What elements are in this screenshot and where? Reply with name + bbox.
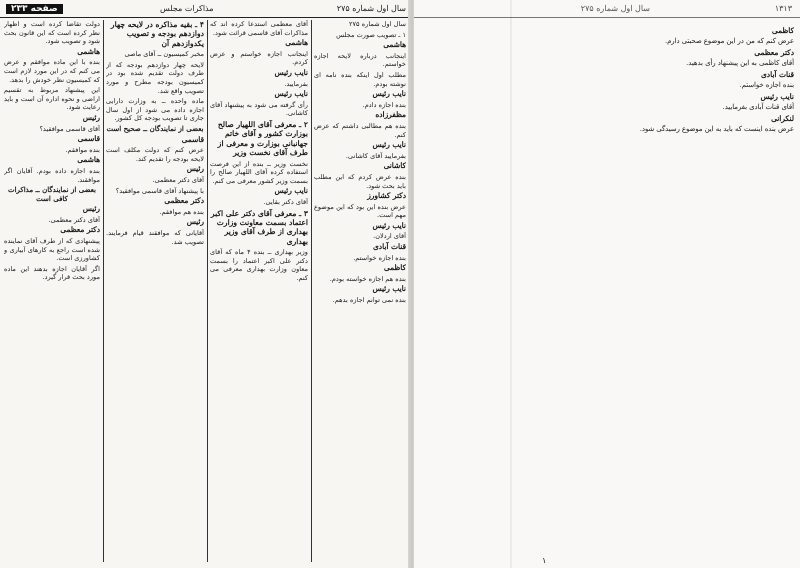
paragraph: آقای کاظمی به این پیشنهاد رأی بدهید. xyxy=(686,59,794,67)
paragraph: بنده هم موافقم. xyxy=(159,207,204,216)
speaker-name: نایب رئیس xyxy=(274,89,308,99)
running-header-right xyxy=(414,3,800,18)
paragraph: ماده واحده ــ به وزارت دارایی اجازه داده می شود از اول سال جاری تا تصویب بودجه کل کشور. xyxy=(106,97,204,123)
paragraph: با پیشنهاد آقای قاسمی موافقید؟ xyxy=(115,186,204,195)
speaker-name: دکتر معظمی xyxy=(754,48,794,57)
speaker-name: رئیس xyxy=(82,112,100,122)
section-heading: ۴ ـ بقیه مذاکره در لایحه چهار دوازدهم بودجه و تصویب یکدوازدهم آن xyxy=(110,20,204,48)
paragraph: وزیر بهداری ــ بنده ۴ ماه که آقای دکتر علی اکبر اعتماد را بسمت معاون وزارت بهداری معرفی می کنم. xyxy=(210,248,308,282)
paragraph: آقای دکتر معظمی. xyxy=(152,175,204,184)
speaker-name: رئیس xyxy=(186,164,204,174)
paragraph: بنده عرض کردم که این مطلب باید بحث شود. xyxy=(314,172,406,190)
speaker-name: کاشانی xyxy=(383,161,406,171)
paragraph: اینجانب درباره لایحه اجازه خواستم. xyxy=(314,51,406,69)
speaker-name: دکتر معظمی xyxy=(164,196,204,206)
speaker-name: مظفرزاده xyxy=(375,110,406,120)
paragraph: عرض بنده این بود که این موضوع مهم است. xyxy=(314,202,406,220)
speaker-name: دکتر کشاورز xyxy=(367,191,406,201)
column-rule xyxy=(103,20,104,562)
speaker-name: نایب رئیس xyxy=(372,140,406,150)
paragraph: بنده با این ماده موافقم و عرض می کنم که در این مورد لازم است که کمیسیون نظر خودش را بدهد. xyxy=(4,58,100,84)
paragraph: بنده هم مطالبی داشتم که عرض کنم. xyxy=(314,121,406,139)
right-column xyxy=(518,26,794,562)
paragraph: دولت تقاضا کرده است و اظهار نظر کرده است که این قانون بحث شود و تصویب شود. xyxy=(4,20,100,46)
paragraph: عرض کنم که دولت مکلف است لایحه بودجه را تقدیم کند. xyxy=(106,146,204,163)
speaker-name: هاشمی xyxy=(77,155,100,165)
paragraph: آقای دکتر بقایی. xyxy=(263,197,308,206)
speaker-name: لنکرانی xyxy=(771,114,794,123)
speaker-name: رئیس xyxy=(186,217,204,227)
running-header-left xyxy=(0,3,412,18)
speaker-name: نایب رئیس xyxy=(372,89,406,99)
speaker-name: دکتر معظمی xyxy=(60,225,100,235)
speaker-name: کاظمی xyxy=(771,26,794,35)
paragraph: بنده اجازه داده بودم. آقایان اگر موافقند. xyxy=(4,166,100,184)
paragraph: اگر آقایان اجازه بدهند این ماده مورد بحث قرار گیرد. xyxy=(4,264,100,282)
speaker-name: نایب رئیس xyxy=(760,92,794,101)
column-rule xyxy=(311,20,312,562)
section-heading: ۳ ـ معرفی آقای دکتر علی اکبر اعتماد بسمت معاونت وزارت بهداری از طرف آقای وزیر بهداری xyxy=(210,208,308,246)
paragraph: بنده اجازه خواستم. xyxy=(353,253,406,262)
speaker-name: قنات آبادی xyxy=(761,70,794,79)
column-rule xyxy=(207,20,208,562)
paragraph: پیشنهادی که از طرف آقای نماینده شده است راجع به کارهای آبیاری و کشاورزی است. xyxy=(4,237,100,263)
paragraph: این پیشنهاد مربوط به تقسیم اراضی و نحوه اداره آن است و باید رعایت شود. xyxy=(4,86,100,112)
paragraph: آقایانی که موافقند قیام فرمایند. تصویب شد. xyxy=(106,228,204,246)
column-3 xyxy=(210,20,308,562)
section-heading: ۲ ـ معرفی آقای اللهیار صالح بوزارت کشور و آقای خاتم جهانبانی بوزارت و معرفی از طرف آقای نخست وزیر xyxy=(217,119,308,158)
column-2 xyxy=(106,20,204,562)
paragraph: آقای معظمی استدعا کرده اند که مذاکرات آقای قاسمی قرائت شود. xyxy=(210,20,308,37)
paragraph: اینجانب اجازه خواستم و عرض کردم. xyxy=(210,49,308,67)
paragraph: آقای دکتر معظمی. xyxy=(48,215,100,224)
interjection: بعضی از نمایندگان ــ صحیح است xyxy=(106,123,204,133)
speaker-name: قاسمی xyxy=(77,134,100,144)
paragraph: بنده نمی توانم اجازه بدهم. xyxy=(332,296,406,305)
interjection: بعضی از نمایندگان ــ مذاکرات کافی است xyxy=(8,185,96,203)
speaker-name: نایب رئیس xyxy=(372,284,406,294)
header-issue: سال اول شماره ۲۷۵ xyxy=(336,4,406,13)
speaker-name: نایب رئیس xyxy=(274,186,308,196)
speaker-name: هاشمی xyxy=(383,40,406,50)
speaker-name: نایب رئیس xyxy=(274,67,308,77)
paragraph: بفرمایید آقای کاشانی. xyxy=(345,151,406,160)
header-right-issue: سال اول شماره ۲۷۵ xyxy=(580,4,650,13)
speaker-name: هاشمی xyxy=(77,46,100,56)
right-page xyxy=(414,0,800,568)
paragraph: عرض بنده اینست که باید به این موضوع رسیدگی شود. xyxy=(639,125,794,133)
paragraph: آقای قنات آبادی بفرمایید. xyxy=(722,103,794,111)
column-4 xyxy=(314,20,406,562)
page-number-label: صفحه ۲۳۳ xyxy=(6,4,63,14)
paragraph: بنده اجازه دادم. xyxy=(362,100,406,109)
paragraph: ۱ ـ تصویب صورت مجلس xyxy=(336,30,406,39)
show-through-text xyxy=(422,24,500,324)
speaker-name: رئیس xyxy=(82,204,100,214)
paragraph: بفرمایید. xyxy=(284,79,308,88)
speaker-name: کاظمی xyxy=(383,263,406,273)
paragraph: مخبر کمیسیون ــ آقای ماصی xyxy=(124,50,204,59)
paragraph: بنده موافقم. xyxy=(65,145,100,154)
speaker-name: قاسمی xyxy=(181,134,204,144)
paragraph: رأی گرفته می شود به پیشنهاد آقای کاشانی. xyxy=(210,100,308,118)
paragraph: آقای اردلان. xyxy=(373,232,406,241)
paragraph: نخست وزیر ــ بنده از این فرصت استفاده کرده آقای اللهیار صالح را بسمت وزیر کشور معرفی می کنم. xyxy=(210,159,308,185)
speaker-name: نایب رئیس xyxy=(372,220,406,230)
paragraph: عرض کنم که من در این موضوع صحبتی دارم. xyxy=(664,37,794,45)
paragraph: مطلب اول اینکه بنده نامه ای نوشته بودم. xyxy=(314,70,406,88)
header-right-number: ۱۳۱۳ xyxy=(774,4,792,13)
paragraph: بنده هم اجازه خواسته بودم. xyxy=(329,274,406,283)
column-1 xyxy=(4,20,100,562)
page-fold xyxy=(510,0,512,568)
page-folio: ۱ xyxy=(542,556,547,565)
speaker-name: هاشمی xyxy=(285,38,308,48)
paragraph: بنده اجازه خواستم. xyxy=(739,81,794,89)
paragraph: لایحه چهار دوازدهم بودجه که از طرف دولت تقدیم شده بود در کمیسیون بودجه مطرح و مورد تصویب واقع شد. xyxy=(106,60,204,95)
speaker-name: قنات آبادی xyxy=(373,242,406,252)
paragraph: سال اول شماره ۲۷۵ xyxy=(348,20,406,28)
header-center-title: مذاکرات مجلس xyxy=(160,4,214,13)
paragraph: آقای قاسمی موافقید؟ xyxy=(39,124,100,133)
